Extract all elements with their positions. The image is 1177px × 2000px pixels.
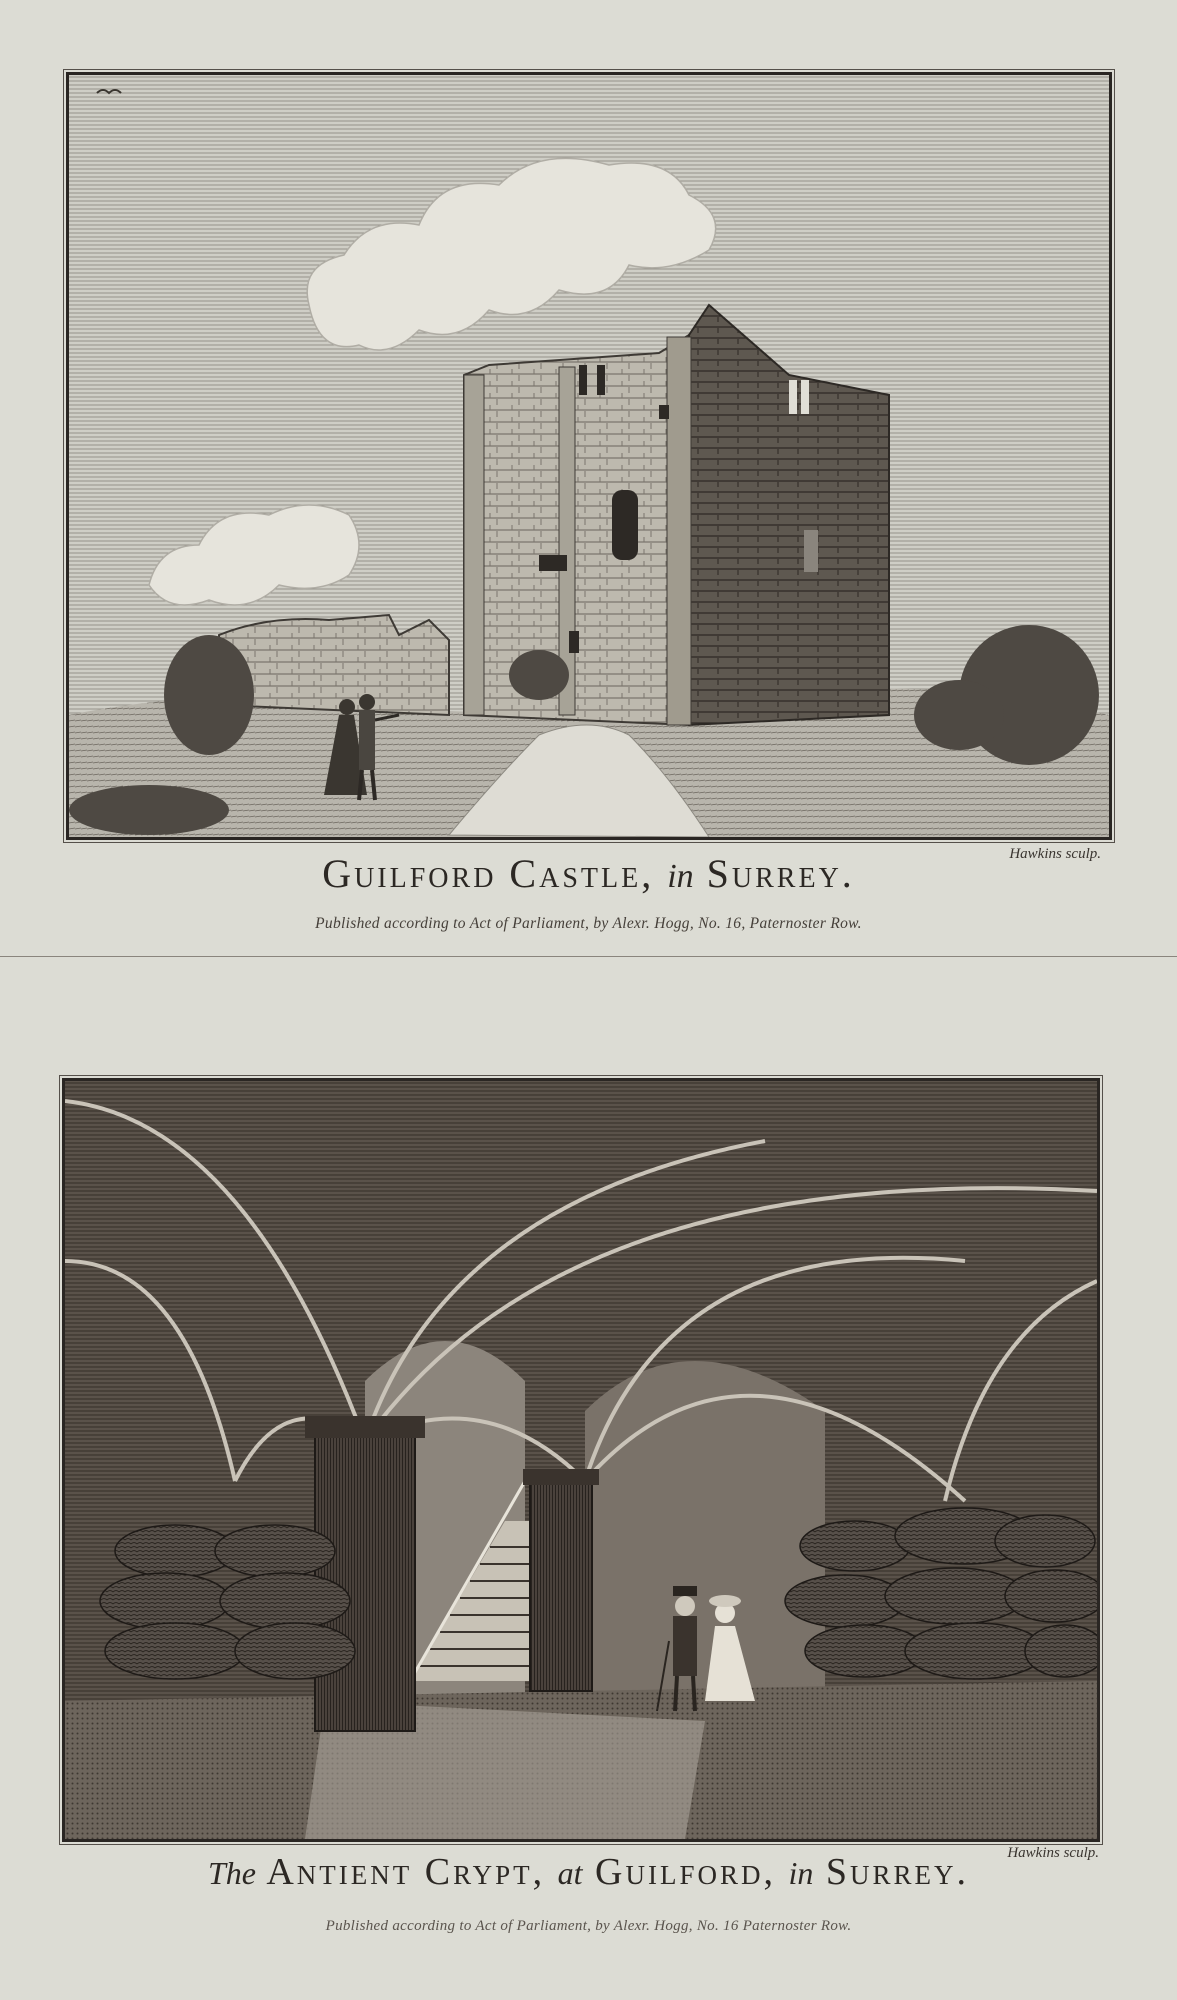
publisher-line: Published according to Act of Parliament, by Alexr. Hogg, No. 16 Paternoster Row. <box>325 1918 852 1934</box>
engraver-credit: Hawkins sculp. <box>1007 1845 1099 1861</box>
title-part: Antient Crypt, <box>266 1851 546 1893</box>
title-italic-part: in <box>667 858 694 895</box>
arched-window <box>612 490 638 560</box>
title-italic-part: at <box>557 1855 583 1891</box>
publisher-line: Published according to Act of Parliament, by Alexr. Hogg, No. 16, Paternoster Row. <box>315 915 862 932</box>
castle-engraving <box>66 72 1112 840</box>
title-part: Surrey. <box>825 1851 970 1893</box>
engraver-credit: Hawkins sculp. <box>1009 846 1101 862</box>
divider <box>0 956 1177 957</box>
title-part: Guilford, <box>595 1851 776 1893</box>
title-part: Surrey. <box>706 851 855 896</box>
title-italic-part: The <box>207 1855 256 1891</box>
title-part: Guilford Castle, <box>322 851 655 896</box>
crypt-engraving <box>62 1078 1100 1842</box>
plate-title <box>0 1850 1177 1894</box>
plate-title <box>0 850 1177 897</box>
title-italic-part: in <box>788 1855 814 1891</box>
